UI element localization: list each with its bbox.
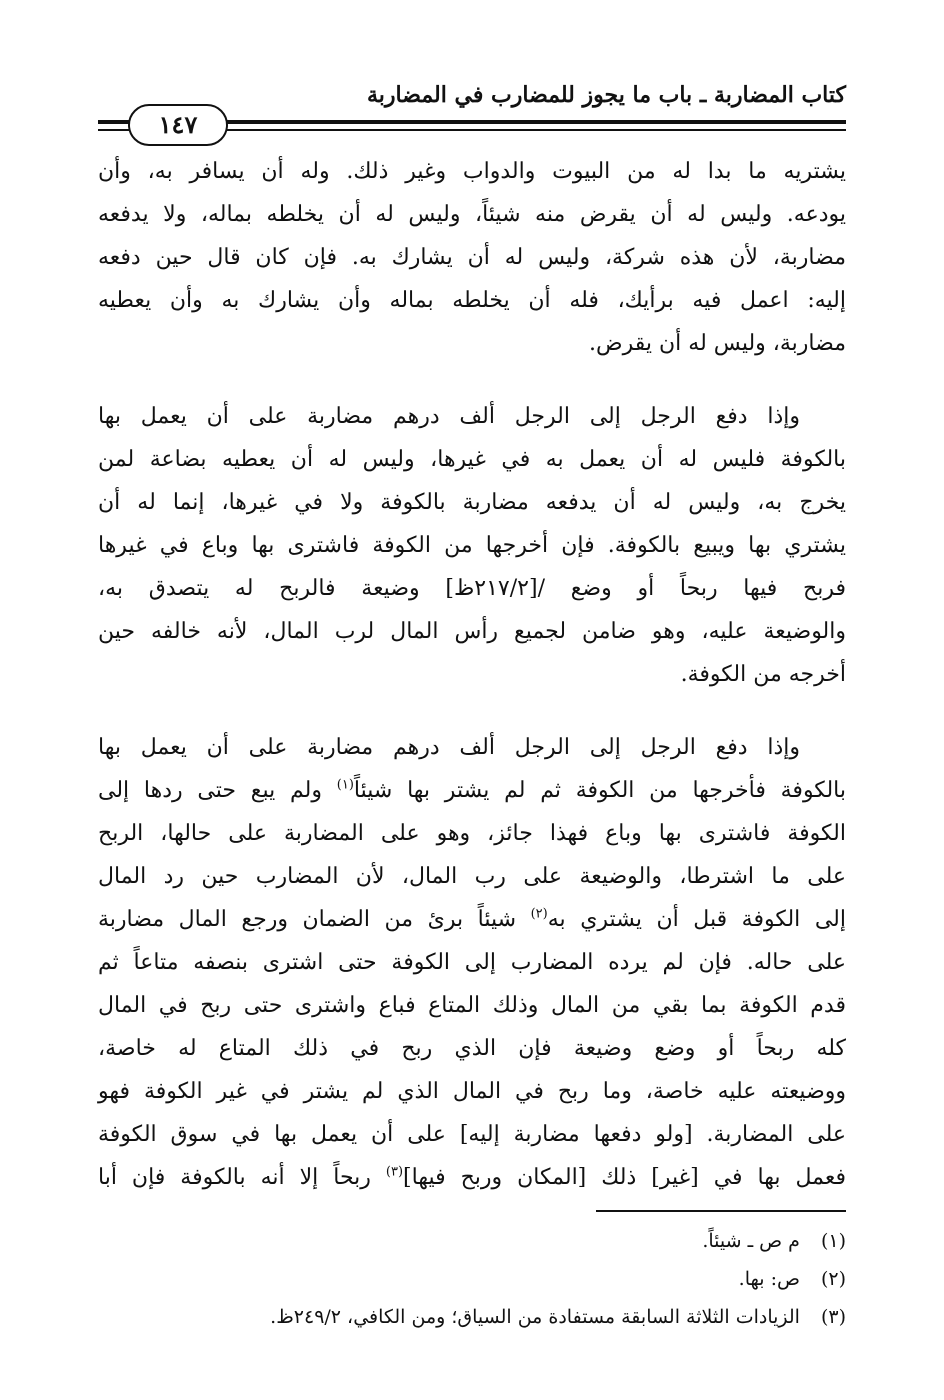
text-segment: بالكوفة فأخرجها من الكوفة ثم لم يشتر بها شيئاً — [353, 778, 846, 803]
footnote-item — [98, 1222, 846, 1260]
text-line: ووضيعته عليه خاصة، وما ربح في المال الذي لم يشتر في غير الكوفة فهو — [98, 1079, 846, 1104]
text-segment: ربحاً إلا أنه بالكوفة فإن أبا — [98, 1165, 371, 1190]
footnote-mark: (٢) — [530, 906, 548, 922]
text-line: الكوفة فاشترى بها وباع فهذا جائز، وهو على المضاربة على حالها، الربح — [98, 821, 846, 846]
text-line: فربح فيها ربحاً أو وضع /[٢١٧/٢ظ] وضيعة فالربح له يتصدق به، — [98, 576, 847, 601]
text-line: على ما اشترطا، والوضيعة على رب المال، لأن المضارب حين رد المال — [98, 864, 846, 889]
page-number: ١٤٧ — [128, 104, 228, 146]
footnote-item — [98, 1260, 846, 1298]
text-line: وإذا دفع الرجل إلى الرجل ألف درهم مضاربة على أن يعمل بها — [98, 404, 800, 429]
text-line — [98, 898, 846, 941]
footnote-number: (٢) — [820, 1268, 846, 1290]
text-line: قدم الكوفة بما بقي من المال وذلك المتاع فباع واشترى حتى ربح في المال — [98, 993, 846, 1018]
text-segment: شيئاً برئ من الضمان ورجع المال مضاربة — [98, 907, 517, 932]
paragraph-2 — [98, 395, 846, 696]
text-line: يخرج به، وليس له أن يدفعه مضاربة بالكوفة ولا في غيرها، إنما له أن — [98, 490, 846, 515]
text-line: مضاربة، وليس له أن يقرض. — [589, 331, 846, 356]
text-segment: إلى الكوفة قبل أن يشتري به — [547, 907, 846, 932]
paragraph-1 — [98, 150, 846, 365]
footnote-number: (٣) — [820, 1306, 846, 1328]
text-line: كله ربحاً أو وضع وضيعة فإن الذي ربح في ذلك المتاع له خاصة، — [98, 1036, 846, 1061]
footnote-text: الزيادات الثلاثة السابقة مستفادة من السياق؛ ومن الكافي، ٢٤٩/٢ظ. — [270, 1306, 800, 1328]
text-line: أخرجه من الكوفة. — [680, 662, 846, 687]
text-segment: فعمل بها في [غير] ذلك [المكان وربح فيها] — [403, 1165, 846, 1190]
footnote-item — [98, 1298, 846, 1336]
footnote-number: (١) — [820, 1230, 846, 1252]
footnote-mark: (٣) — [385, 1164, 404, 1180]
text-segment: ولم يبع حتى ردها إلى — [98, 778, 322, 803]
text-line — [98, 1156, 846, 1199]
text-line: يشتريه ما بدا له من البيوت والدواب وغير ذلك. وله أن يسافر به، وأن — [98, 159, 846, 184]
footnote-text: ص: بها. — [738, 1268, 800, 1290]
text-line: والوضيعة عليه، وهو ضامن لجميع رأس المال لرب المال، لأنه خالفه حين — [98, 619, 846, 644]
text-line: يودعه. وليس له أن يقرض منه شيئاً، وليس له أن يخلطه بماله، ولا يدفعه — [98, 202, 846, 227]
running-title: كتاب المضاربة ـ باب ما يجوز للمضارب في المضاربة — [367, 82, 846, 108]
text-line: يشتري بها ويبيع بالكوفة. فإن أخرجها من الكوفة فاشترى بها وباع في غيرها — [98, 533, 846, 558]
text-line: على حاله. فإن لم يرده المضارب إلى الكوفة حتى اشترى بنصفه متاعاً ثم — [98, 950, 846, 975]
text-line: على المضاربة. [ولو دفعها مضاربة إليه] على أن يعمل بها في سوق الكوفة — [98, 1122, 846, 1147]
paragraph-3 — [98, 726, 846, 1199]
text-line: وإذا دفع الرجل إلى الرجل ألف درهم مضاربة على أن يعمل بها — [98, 735, 800, 760]
footnote-mark: (١) — [336, 777, 354, 793]
text-line: بالكوفة فليس له أن يعمل به في غيرها، وليس له أن يعطيه بضاعة لمن — [98, 447, 846, 472]
text-line: إليه: اعمل فيه برأيك، فله أن يخلطه بماله وأن يشارك به وأن يعطيه — [98, 288, 846, 313]
text-line — [98, 769, 846, 812]
footnote-separator — [596, 1210, 846, 1212]
footnote-text: م ص ـ شيئاً. — [702, 1230, 800, 1252]
text-line: مضاربة، لأن هذه شركة، وليس له أن يشارك به. فإن كان قال حين دفعه — [98, 245, 846, 270]
footnotes — [98, 1222, 846, 1336]
main-text — [98, 150, 846, 1199]
